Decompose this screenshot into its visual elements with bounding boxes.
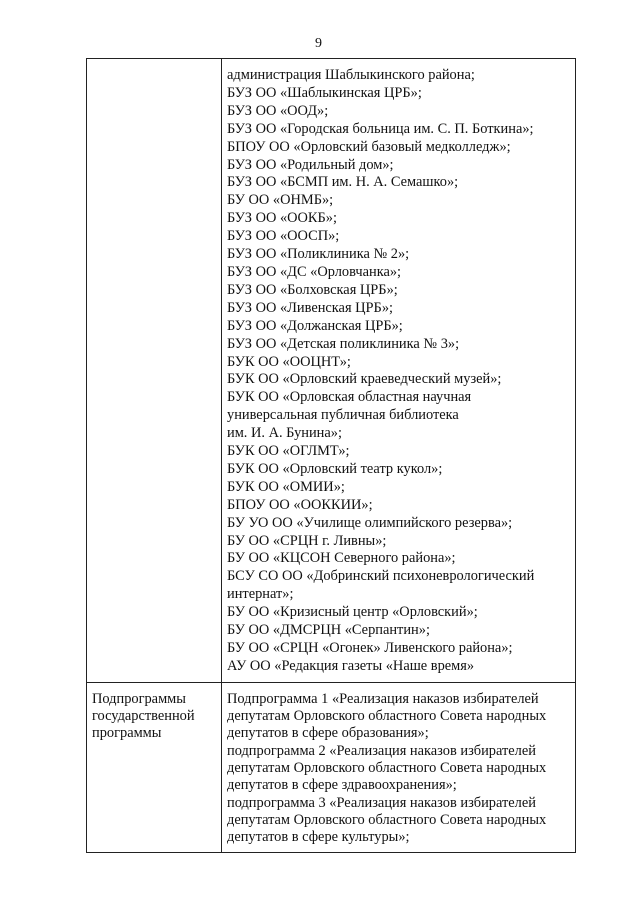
table-cell-executors — [222, 59, 576, 683]
executor-line: БУЗ ОО «Детская поликлиника № 3»; — [227, 335, 460, 352]
executor-line: БУЗ ОО «Ливенская ЦРБ»; — [227, 299, 394, 316]
executor-line: им. И. А. Бунина»; — [227, 425, 342, 442]
subprogrammes-label — [87, 683, 221, 749]
executor-line: БУК ОО «Орловский краеведческий музей»; — [227, 371, 502, 388]
table-cell-label-subprogrammes — [87, 682, 222, 853]
executor-line: БУЗ ОО «Шаблыкинская ЦРБ»; — [227, 84, 422, 101]
subprogramme-line: депутатов в сфере образования»; — [227, 725, 429, 742]
executor-line: БУ ОО «СРЦН «Огонек» Ливенского района»; — [227, 640, 513, 656]
executor-line: БУ ОО «КЦСОН Северного района»; — [227, 550, 456, 567]
executors-list — [222, 59, 575, 682]
executor-line: БУЗ ОО «БСМП им. Н. А. Семашко»; — [227, 174, 459, 191]
executor-line: БУЗ ОО «Городская больница им. С. П. Боткина»; — [227, 120, 534, 137]
executor-line: универсальная публичная библиотека — [227, 407, 459, 424]
executor-line: БУЗ ОО «Должанская ЦРБ»; — [227, 317, 403, 334]
executor-line: БУЗ ОО «ДС «Орловчанка»; — [227, 263, 402, 280]
subprogramme-line: депутатам Орловского областного Совета народных — [227, 811, 547, 828]
executor-line: БУЗ ОО «ООСП»; — [227, 228, 340, 245]
executor-line: БУЗ ОО «Болховская ЦРБ»; — [227, 281, 398, 298]
table-cell-label-empty — [87, 59, 222, 683]
subprogramme-line: депутатов в сфере здравоохранения»; — [227, 777, 457, 794]
executor-line: БУК ОО «ОМИИ»; — [227, 478, 345, 495]
executor-line: БУЗ ОО «ООД»; — [227, 102, 329, 119]
executor-line: БУ УО ОО «Училище олимпийского резерва»; — [227, 514, 513, 531]
table-row-subprogrammes — [87, 682, 576, 853]
subprogramme-line: Подпрограмма 1 «Реализация наказов избирателей — [227, 690, 539, 707]
executor-line: БСУ СО ОО «Добринский психоневрологический — [227, 568, 535, 585]
subprogramme-line: депутатам Орловского областного Совета народных — [227, 708, 547, 725]
executor-line: БУЗ ОО «Поликлиника № 2»; — [227, 246, 410, 263]
subprogramme-line: подпрограмма 3 «Реализация наказов избирателей — [227, 794, 536, 811]
page-number: 9 — [315, 36, 322, 51]
executor-line: БУ ОО «ДМСРЦН «Серпантин»; — [227, 622, 430, 639]
executor-line: БПОУ ОО «ООККИИ»; — [227, 496, 373, 513]
executor-line: администрация Шаблыкинского района; — [227, 67, 475, 83]
executor-line: БУЗ ОО «Родильный дом»; — [227, 156, 394, 173]
executor-line: БУК ОО «ООЦНТ»; — [227, 353, 351, 370]
executor-line: БУ ОО «Кризисный центр «Орловский»; — [227, 604, 478, 621]
subprogrammes-list — [222, 683, 575, 853]
subprogramme-line: подпрограмма 2 «Реализация наказов избирателей — [227, 742, 536, 759]
subprogramme-line: депутатам Орловского областного Совета народных — [227, 760, 547, 776]
executor-line: БУ ОО «СРЦН г. Ливны»; — [227, 532, 387, 549]
executor-line: АУ ОО «Редакция газеты «Наше время» — [227, 657, 475, 674]
table-cell-subprogrammes — [222, 682, 576, 853]
label-line: программы — [92, 725, 162, 742]
executor-line: БУК ОО «Орловский театр кукол»; — [227, 460, 443, 477]
subprogramme-line: депутатов в сфере культуры»; — [227, 829, 410, 846]
executor-line: БУЗ ОО «ООКБ»; — [227, 210, 337, 227]
executor-line: интернат»; — [227, 586, 294, 603]
programme-table — [86, 58, 576, 853]
label-line: государственной — [92, 708, 195, 725]
executor-line: БУК ОО «Орловская областная научная — [227, 389, 472, 406]
executor-line: БУ ОО «ОНМБ»; — [227, 192, 334, 209]
table-row-executors — [87, 59, 576, 683]
executor-line: БПОУ ОО «Орловский базовый медколледж»; — [227, 138, 511, 155]
executor-line: БУК ОО «ОГЛМТ»; — [227, 443, 350, 460]
label-line: Подпрограммы — [92, 690, 186, 707]
